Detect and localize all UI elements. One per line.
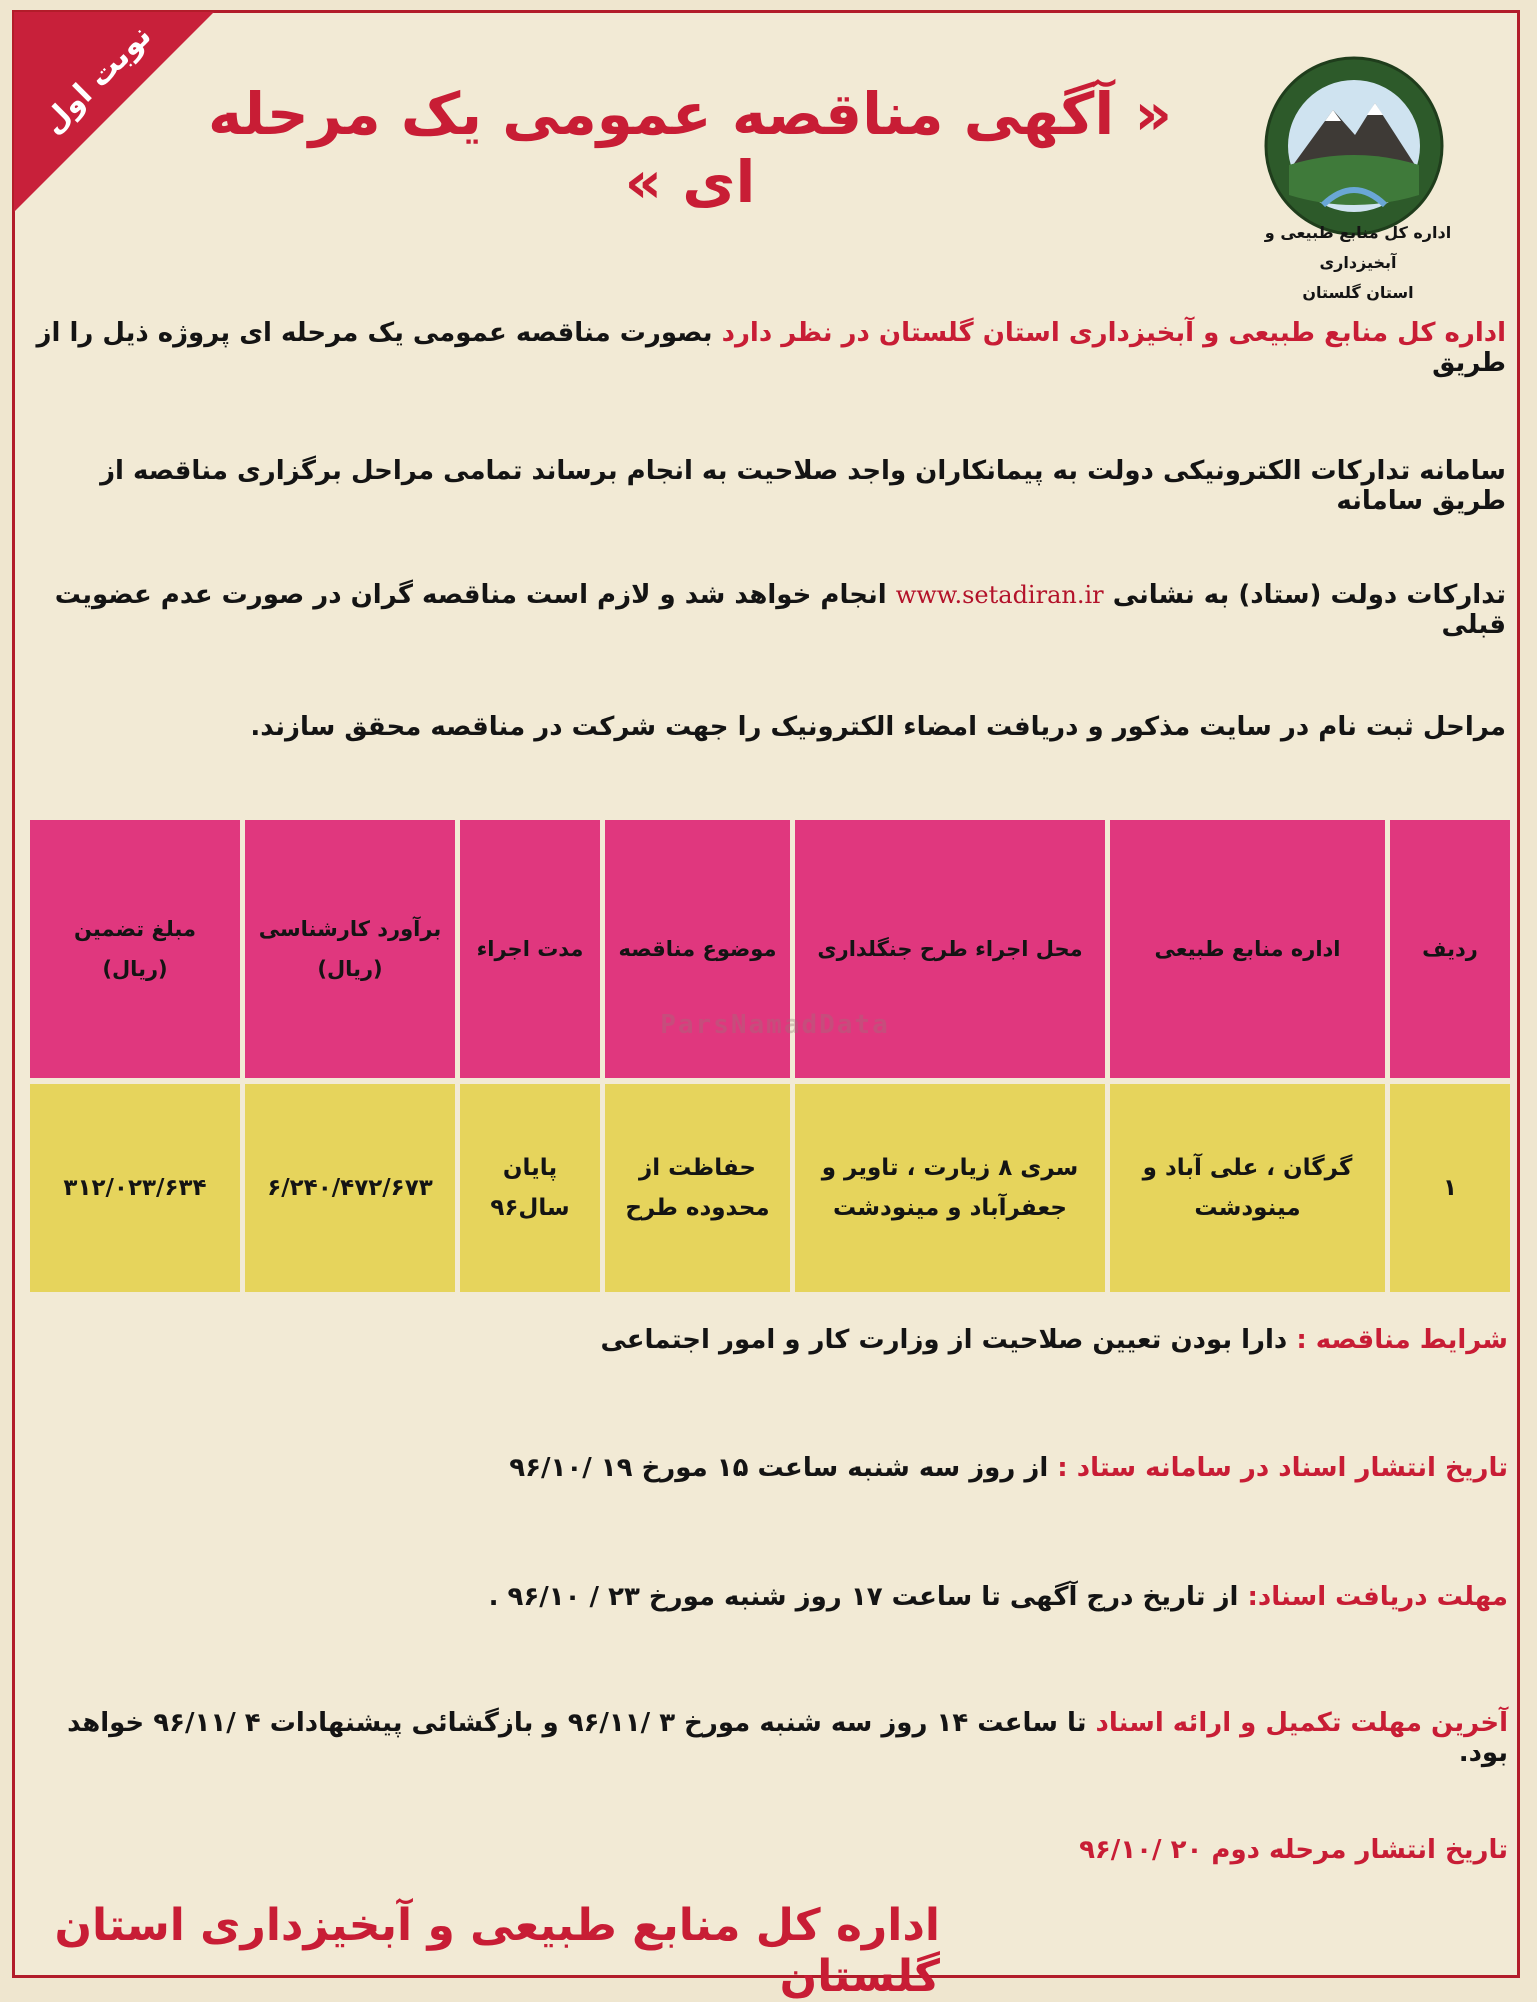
intro-line-4: مراحل ثبت نام در سایت مذکور و دریافت امضاء الکترونیک را جهت شرکت در مناقصه محقق سازند. <box>250 712 1506 742</box>
header-subject: موضوع مناقصه <box>605 820 790 1078</box>
header-guarantee: مبلغ تضمین (ریال) <box>30 820 240 1078</box>
header-duration: مدت اجراء <box>460 820 600 1078</box>
conditions-text: دارا بودن تعیین صلاحیت از وزارت کار و امور اجتماعی <box>600 1325 1288 1355</box>
cell-location: سری ۸ زیارت ، تاویر و جعفرآباد و مینودشت <box>795 1084 1105 1292</box>
seal-org-name: اداره کل منابع طبیعی و آبخیزداری <box>1264 223 1452 272</box>
second-publish-line <box>30 1835 1508 1865</box>
second-publish-date: ۲۰ /۹۶/۱۰ <box>1079 1835 1203 1865</box>
receive-deadline-line <box>30 1582 1508 1612</box>
intro-line-3 <box>26 580 1506 640</box>
header-office: اداره منابع طبیعی <box>1110 820 1385 1078</box>
cell-estimate: ۶/۲۴۰/۴۷۲/۶۷۳ <box>245 1084 455 1292</box>
receive-deadline-text: از تاریخ درج آگهی تا ساعت ۱۷ روز شنبه مورخ ۲۳ / ۹۶/۱۰ . <box>488 1582 1239 1612</box>
header-location: محل اجراء طرح جنگلداری <box>795 820 1105 1078</box>
submit-deadline-label: آخرین مهلت تکمیل و ارائه اسناد <box>1095 1708 1508 1738</box>
intro-line-2: سامانه تدارکات الکترونیکی دولت به پیمانکاران واجد صلاحیت به انجام برساند تمامی مراحل برگزاری مناقصه از طریق سامانه <box>100 456 1506 516</box>
submit-deadline-line <box>30 1708 1508 1768</box>
footer-org-name: اداره کل منابع طبیعی و آبخیزداری استان گلستان <box>54 1900 940 2002</box>
cell-subject: حفاظت از محدوده طرح <box>605 1084 790 1292</box>
conditions-line <box>30 1325 1508 1355</box>
intro-line-3-b: انجام خواهد شد و لازم است مناقصه گران در صورت عدم عضویت قبلی <box>54 580 1506 640</box>
badge-text: نوبت اول <box>35 18 159 141</box>
header-estimate: برآورد کارشناسی (ریال) <box>245 820 455 1078</box>
intro-line-1-rest: بصورت مناقصه عمومی یک مرحله ای پروژه ذیل را از طریق <box>36 318 1506 378</box>
receive-deadline-label: مهلت دریافت اسناد: <box>1247 1582 1508 1612</box>
intro-line-1 <box>26 318 1506 378</box>
watermark: ParsNamadData <box>660 1010 890 1040</box>
organization-seal-logo <box>1263 55 1445 237</box>
cell-row-no: ۱ <box>1390 1084 1510 1292</box>
publish-text: از روز سه شنبه ساعت ۱۵ مورخ ۱۹ /۹۶/۱۰ <box>509 1453 1049 1483</box>
seal-province-name: استان گلستان <box>1302 283 1414 302</box>
setadiran-link[interactable]: www.setadiran.ir <box>895 581 1104 609</box>
intro-line-3-a: تدارکات دولت (ستاد) به نشانی <box>1112 580 1506 610</box>
cell-office: گرگان ، علی آباد و مینودشت <box>1110 1084 1385 1292</box>
conditions-label: شرایط مناقصه : <box>1296 1325 1508 1355</box>
cell-guarantee: ۳۱۲/۰۲۳/۶۳۴ <box>30 1084 240 1292</box>
header-row-no: ردیف <box>1390 820 1510 1078</box>
publish-line <box>30 1453 1508 1483</box>
publish-label: تاریخ انتشار اسناد در سامانه ستاد : <box>1057 1453 1508 1483</box>
intro-org-red: اداره کل منابع طبیعی و آبخیزداری استان گلستان در نظر دارد <box>721 318 1506 348</box>
notice-title: « آگهی مناقصه عمومی یک مرحله ای » <box>208 80 1172 216</box>
second-publish-label: تاریخ انتشار مرحله دوم <box>1211 1835 1508 1865</box>
cell-duration: پایان سال۹۶ <box>460 1084 600 1292</box>
submit-deadline-text: تا ساعت ۱۴ روز سه شنبه مورخ ۳ /۹۶/۱۱ و بازگشائی پیشنهادات ۴ /۹۶/۱۱ خواهد بود. <box>67 1708 1508 1768</box>
seal-caption <box>1238 218 1478 308</box>
